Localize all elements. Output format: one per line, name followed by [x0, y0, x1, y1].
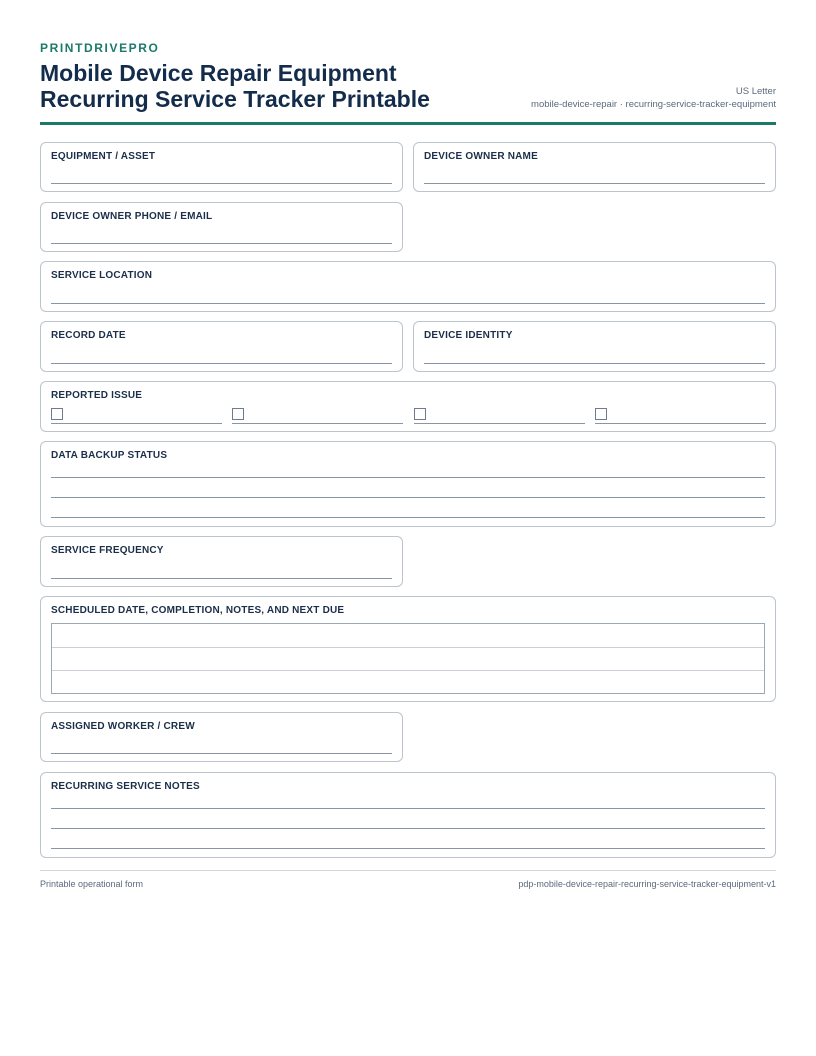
document-meta: [531, 85, 776, 111]
recurring-notes-field: [40, 772, 776, 858]
write-line[interactable]: [424, 363, 765, 364]
issue-option-1: [51, 408, 222, 424]
header-divider: [40, 122, 776, 125]
issue-option-2: [232, 408, 403, 424]
field-label: DEVICE OWNER PHONE / EMAIL: [51, 211, 213, 222]
schedule-log-field: [40, 596, 776, 702]
device-owner-contact-field: [40, 202, 403, 252]
form-id: pdp-mobile-device-repair-recurring-service-tracker-equipment-v1: [518, 879, 776, 889]
service-location-field: [40, 261, 776, 312]
write-line[interactable]: [51, 808, 765, 809]
field-label: ASSIGNED WORKER / CREW: [51, 721, 195, 732]
assigned-worker-field: [40, 712, 403, 762]
service-frequency-field: [40, 536, 403, 587]
write-line[interactable]: [51, 517, 765, 518]
write-line[interactable]: [51, 578, 392, 579]
issue-option-4: [595, 408, 766, 424]
write-line[interactable]: [424, 183, 765, 184]
write-line[interactable]: [51, 497, 765, 498]
write-line[interactable]: [51, 753, 392, 754]
field-label: RECORD DATE: [51, 330, 126, 341]
checkbox[interactable]: [51, 408, 63, 420]
write-line[interactable]: [51, 243, 392, 244]
write-line[interactable]: [51, 363, 392, 364]
device-owner-name-field: [413, 142, 776, 192]
document-slug: mobile-device-repair · recurring-service-tracker-equipment: [531, 99, 776, 110]
checkbox[interactable]: [414, 408, 426, 420]
field-label: REPORTED ISSUE: [51, 390, 143, 401]
issue-option-3: [414, 408, 585, 424]
write-line[interactable]: [414, 423, 585, 424]
field-label: RECURRING SERVICE NOTES: [51, 781, 200, 792]
write-line[interactable]: [51, 303, 765, 304]
write-line[interactable]: [595, 423, 766, 424]
schedule-log-table: [51, 623, 765, 694]
field-label: DEVICE OWNER NAME: [424, 151, 538, 162]
reported-issue-field: [40, 381, 776, 432]
write-line[interactable]: [232, 423, 403, 424]
table-row-divider: [52, 647, 764, 648]
field-label: EQUIPMENT / ASSET: [51, 151, 156, 162]
field-label: SERVICE FREQUENCY: [51, 545, 164, 556]
field-label: DEVICE IDENTITY: [424, 330, 513, 341]
field-label: DATA BACKUP STATUS: [51, 450, 168, 461]
footer-divider: [40, 870, 776, 871]
write-line[interactable]: [51, 828, 765, 829]
field-label: SCHEDULED DATE, COMPLETION, NOTES, AND NEXT DUE: [51, 605, 345, 616]
paper-size: US Letter: [735, 86, 776, 97]
write-line[interactable]: [51, 848, 765, 849]
field-label: SERVICE LOCATION: [51, 270, 153, 281]
write-line[interactable]: [51, 423, 222, 424]
page-title: Mobile Device Repair Equipment Recurring Service Tracker Printable: [40, 60, 430, 112]
device-identity-field: [413, 321, 776, 372]
write-line[interactable]: [51, 477, 765, 478]
checkbox[interactable]: [595, 408, 607, 420]
footer-note: Printable operational form: [40, 879, 144, 889]
brand-name: PRINTDRIVEPRO: [40, 41, 160, 55]
write-line[interactable]: [51, 183, 392, 184]
checkbox[interactable]: [232, 408, 244, 420]
equipment-asset-field: [40, 142, 403, 192]
data-backup-status-field: [40, 441, 776, 527]
record-date-field: [40, 321, 403, 372]
table-row-divider: [52, 670, 764, 671]
